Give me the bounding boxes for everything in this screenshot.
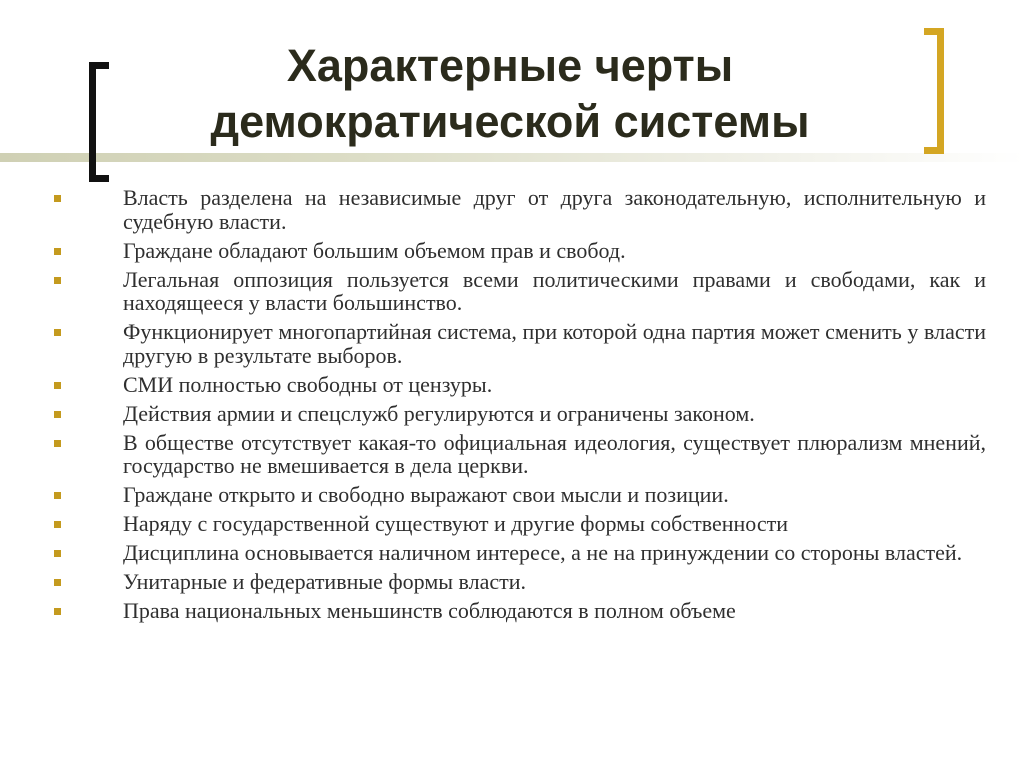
bullet-item-11 xyxy=(54,570,986,594)
square-bullet-icon xyxy=(54,608,61,615)
square-bullet-icon xyxy=(54,382,61,389)
square-bullet-icon xyxy=(54,440,61,447)
square-bullet-icon xyxy=(54,248,61,255)
bullet-text: Легальная оппозиция пользуется всеми политическими правами и свободами, как и находящееся у власти большинство. xyxy=(123,266,986,315)
bullet-text: Граждане открыто и свободно выражают свои мысли и позиции. xyxy=(123,482,729,507)
slide-title-line-1: Характерные черты xyxy=(286,40,734,91)
bullet-list xyxy=(54,186,986,628)
bullet-item-3 xyxy=(54,268,986,315)
square-bullet-icon xyxy=(54,521,61,528)
bullet-item-8 xyxy=(54,483,986,507)
square-bullet-icon xyxy=(54,195,61,202)
bullet-item-7 xyxy=(54,431,986,478)
bullet-item-12 xyxy=(54,599,986,623)
bullet-text: Власть разделена на независимые друг от друга законодательную, исполнительную и судебную власти. xyxy=(123,185,986,234)
bullet-text: В обществе отсутствует какая-то официальная идеология, существует плюрализм мнений, государство не вмешивается в дела церкви. xyxy=(123,429,986,478)
square-bullet-icon xyxy=(54,579,61,586)
square-bullet-icon xyxy=(54,411,61,418)
bullet-text: Граждане обладают большим объемом прав и свобод. xyxy=(123,237,626,263)
left-bracket-decoration xyxy=(89,62,109,182)
bullet-text: Действия армии и спецслужб регулируются и ограничены законом. xyxy=(123,400,755,426)
bullet-text: Права национальных меньшинств соблюдаются в полном объеме xyxy=(123,598,736,623)
bullet-text: Наряду с государственной существуют и другие формы собственности xyxy=(123,511,788,536)
right-bracket-decoration xyxy=(924,28,944,154)
bullet-item-4 xyxy=(54,320,986,367)
slide-title xyxy=(110,38,910,150)
bullet-item-9 xyxy=(54,512,986,536)
square-bullet-icon xyxy=(54,329,61,336)
decorative-accent-line xyxy=(0,153,1024,162)
bullet-text: Унитарные и федеративные формы власти. xyxy=(123,569,527,594)
square-bullet-icon xyxy=(54,277,61,284)
bullet-item-10 xyxy=(54,541,986,565)
bullet-text: Дисциплина основывается наличном интересе, а не на принуждении со стороны властей. xyxy=(123,540,963,565)
bullet-text: СМИ полностью свободны от цензуры. xyxy=(123,371,493,397)
slide-title-line-2: демократической системы xyxy=(210,96,810,147)
square-bullet-icon xyxy=(54,492,61,499)
square-bullet-icon xyxy=(54,550,61,557)
bullet-text: Функционирует многопартийная система, при которой одна партия может сменить у власти другую в результате выборов. xyxy=(123,319,986,368)
bullet-item-1 xyxy=(54,186,986,233)
bullet-item-5 xyxy=(54,373,986,397)
bullet-item-6 xyxy=(54,402,986,426)
bullet-item-2 xyxy=(54,239,986,263)
